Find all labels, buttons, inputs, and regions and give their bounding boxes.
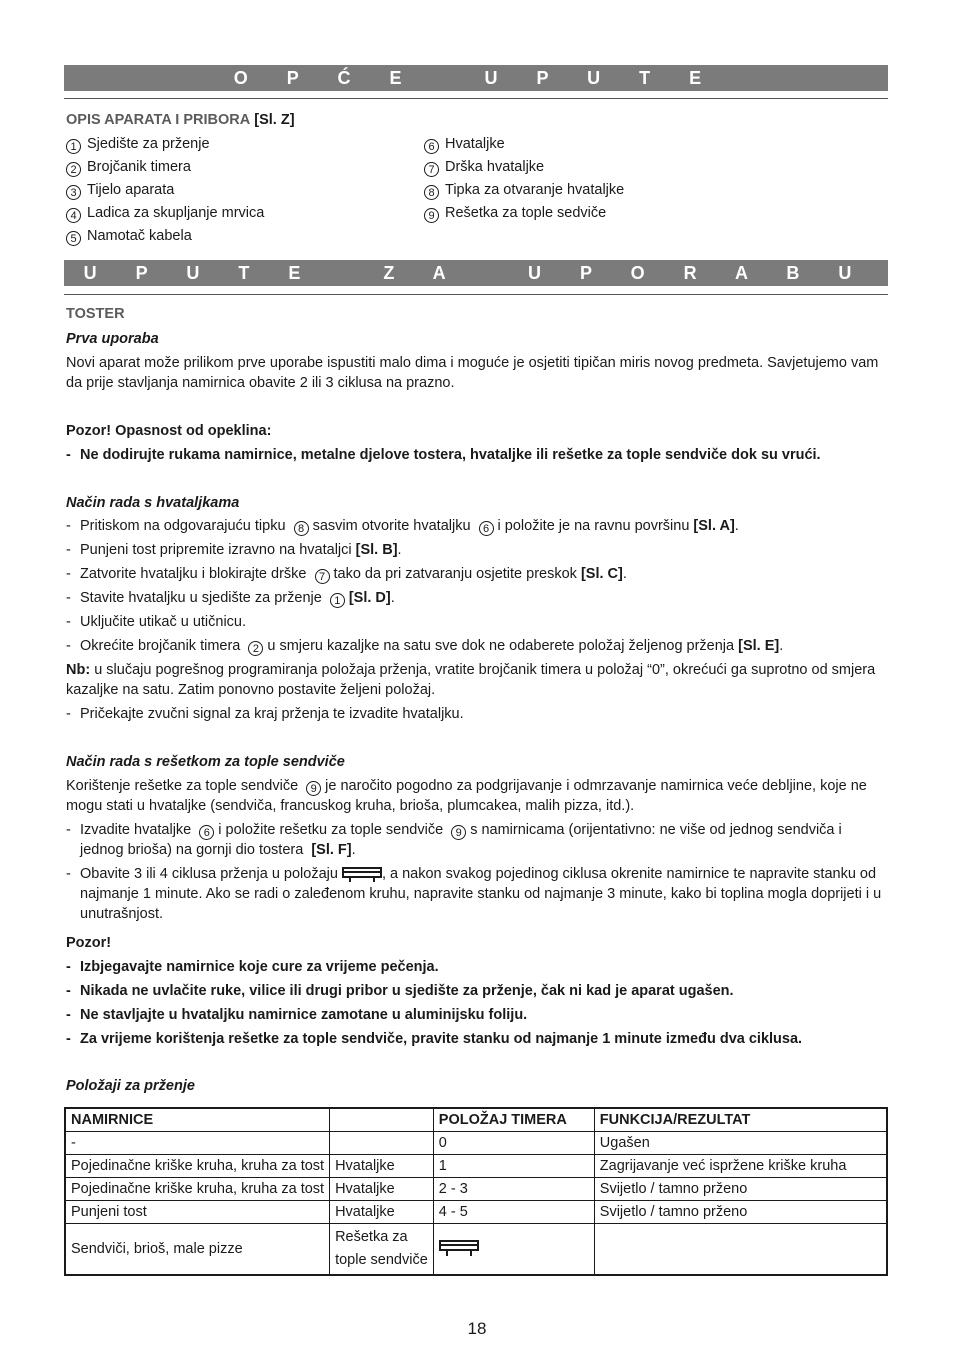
table-cell: 0 [433,1132,594,1155]
table-cell [433,1224,594,1276]
tongs-step-7 [66,704,888,724]
caution-item [66,1029,888,1049]
part-item [66,179,264,202]
page-number: 18 [467,1319,487,1338]
number-circle-icon: 7 [424,162,439,177]
step-text: Pričekajte zvučni signal za kraj prženja te izvadite hvataljku. [80,706,464,722]
positions-title: Položaji za prženje [66,1078,195,1094]
part-label: Brojčanik timera [87,159,191,175]
figure-ref: [Sl. A] [693,518,735,534]
tongs-step-2: - Punjeni tost pripremite izravno na hvataljci [Sl. B]. [66,540,888,560]
step-text: Stavite hvataljku u sjedište za prženje [80,590,322,606]
section-header-usage: U P U T E Z A U P O R A B U [64,260,888,286]
grill-step-1: - Izvadite hvataljke 6 i položite rešetku za tople sendviče 9 s namirnicama (orijentativno: ne više od jednog sendviča i jednog brioša) na gornji dio tostera [Sl. F]. [66,820,888,860]
tongs-note [66,660,888,700]
number-circle-icon: 8 [294,521,309,536]
grill-step-2 [66,864,888,924]
parts-heading-text: OPIS APARATA I PRIBORA [66,112,251,128]
step-text: s namirnicama (orijentativno: ne više od jednog sendviča i jednog brioša) na gornji dio tostera [80,822,842,858]
caution-text: Nikada ne uvlačite ruke, vilice ili drugi pribor u sjedište za prženje, čak ni kad je aparat ugašen. [80,983,734,999]
table-cell: Sendviči, brioš, male pizze [65,1224,330,1276]
number-circle-icon: 6 [424,139,439,154]
table-cell: Svijetlo / tamno prženo [594,1201,887,1224]
accessory-text: tople sendviče [335,1252,428,1268]
table-cell: Hvataljke [330,1178,434,1201]
tongs-step-1: - Pritiskom na odgovarajuću tipku 8 sasvim otvorite hvataljku 6 i položite je na ravnu površinu [Sl. A]. [66,516,888,536]
step-text: tako da pri zatvaranju osjetite preskok [333,566,577,582]
figure-ref: [Sl. D] [348,590,391,606]
figure-ref: [Sl. C] [580,566,623,582]
number-circle-icon: 1 [330,593,345,608]
column-header: FUNKCIJA/REZULTAT [594,1108,887,1132]
table-row [65,1224,887,1276]
table-cell: Hvataljke [330,1155,434,1178]
table-cell: Ugašen [594,1132,887,1155]
part-item [424,202,624,225]
table-cell: Pojedinačne kriške kruha, kruha za tost [65,1178,330,1201]
accessory-text: Rešetka za [335,1229,408,1245]
table-cell: Punjeni tost [65,1201,330,1224]
table-row [65,1178,887,1201]
caution-item [66,981,888,1001]
part-item [424,156,624,179]
toaster-heading: TOSTER [66,306,125,322]
burn-warning-body: Ne dodirujte rukama namirnice, metalne djelove tostera, hvataljke ili rešetke za tople sendviče dok su vrući. [80,447,821,463]
first-use-title: Prva uporaba [66,331,159,347]
note-label: Nb: [66,662,91,678]
part-item [66,133,264,156]
number-circle-icon: 6 [479,521,494,536]
tongs-step-5 [66,612,888,632]
sandwich-rack-icon [439,1237,479,1257]
number-circle-icon: 7 [315,569,330,584]
part-item [66,225,264,248]
number-circle-icon: 6 [199,825,214,840]
step-text: u smjeru kazaljke na satu sve dok ne odaberete položaj željenog prženja [267,638,735,654]
part-label: Sjedište za prženje [87,136,210,152]
step-text: , a nakon svakog pojedinog ciklusa okrenite namirnice te napravite stanku od najmanje 1 minute. Ako se radi o zaleđenom kruhu, napravite stanku od najmanje 3 minute, kako bi toplina mogla doprijeti i u unutrašnjost. [80,866,882,922]
step-text: Izvadite hvataljke [80,822,192,838]
step-text: sasvim otvorite hvataljku [312,518,471,534]
section-header-general: O P Ć E U P U T E [64,65,888,91]
number-circle-icon: 5 [66,231,81,246]
parts-heading [66,110,295,130]
step-text: i položite rešetku za tople sendviče [218,822,444,838]
part-item [66,156,264,179]
toasting-positions-table [64,1107,888,1276]
step-text: Okrećite brojčanik timera [80,638,241,654]
number-circle-icon: 9 [451,825,466,840]
figure-ref: [Sl. B] [355,542,398,558]
part-label: Ladica za skupljanje mrvica [87,205,265,221]
part-label: Namotač kabela [87,228,192,244]
parts-list-left [66,133,264,248]
caution-title: Pozor! [66,935,112,951]
caution-item [66,957,888,977]
column-header: POLOŽAJ TIMERA [433,1108,594,1132]
tongs-step-3: - Zatvorite hvataljku i blokirajte drške 7 tako da pri zatvaranju osjetite preskok [Sl. C]. [66,564,888,584]
part-label: Rešetka za tople sedviče [445,205,607,221]
table-cell: 2 - 3 [433,1178,594,1201]
step-text: Uključite utikač u utičnicu. [80,614,247,630]
burn-warning-title: Pozor! Opasnost od opeklina: [66,423,272,439]
part-label: Tipka za otvaranje hvataljke [445,182,625,198]
figure-ref: [Sl. F] [311,842,352,858]
caution-text: Ne stavljajte u hvataljku namirnice zamotane u aluminijsku foliju. [80,1007,528,1023]
number-circle-icon: 9 [306,781,321,796]
parts-heading-ref: [Sl. Z] [254,112,295,128]
number-circle-icon: 9 [424,208,439,223]
table-row [65,1201,887,1224]
table-cell: - [65,1132,330,1155]
step-text: Obavite 3 ili 4 ciklusa prženja u položaju [80,866,338,882]
part-item [424,133,624,156]
table-cell: 4 - 5 [433,1201,594,1224]
sandwich-rack-icon [342,865,382,883]
part-label: Hvataljke [445,136,505,152]
number-circle-icon: 1 [66,139,81,154]
caution-item [66,1005,888,1025]
grill-title: Način rada s rešetkom za tople sendviče [66,754,345,770]
table-row [65,1132,887,1155]
part-label: Drška hvataljke [445,159,545,175]
parts-list-right [424,133,624,225]
number-circle-icon: 4 [66,208,81,223]
part-label: Tijelo aparata [87,182,175,198]
tongs-step-6: - Okrećite brojčanik timera 2 u smjeru kazaljke na satu sve dok ne odaberete položaj željenog prženja [Sl. E]. [66,636,888,656]
table-cell [594,1224,887,1276]
burn-warning-text [66,445,888,465]
grill-intro-text: je naročito pogodno za podgrijavanje i odmrzavanje namirnica veće debljine, koje ne mogu stati u hvataljke (sendviča, francuskog kruha, brioša, plumcakea, malih pizza, itd.). [66,778,867,814]
step-text: i položite je na ravnu površinu [497,518,690,534]
number-circle-icon: 3 [66,185,81,200]
step-text: Pritiskom na odgovarajuću tipku [80,518,286,534]
table-cell [330,1224,434,1276]
number-circle-icon: 2 [248,641,263,656]
section-divider [64,294,888,295]
part-item [66,202,264,225]
figure-ref: [Sl. E] [738,638,780,654]
caution-text: Izbjegavajte namirnice koje cure za vrijeme pečenja. [80,959,439,975]
caution-text: Za vrijeme korištenja rešetke za tople sendviče, pravite stanku od najmanje 1 minute između dva ciklusa. [80,1031,803,1047]
part-item [424,179,624,202]
table-cell: 1 [433,1155,594,1178]
section-divider [64,98,888,99]
table-cell: Pojedinačne kriške kruha, kruha za tost [65,1155,330,1178]
table-cell: Zagrijavanje već ispržene kriške kruha [594,1155,887,1178]
table-cell: Hvataljke [330,1201,434,1224]
number-circle-icon: 2 [66,162,81,177]
number-circle-icon: 8 [424,185,439,200]
column-header: NAMIRNICE [65,1108,330,1132]
table-cell [330,1132,434,1155]
grill-intro [66,776,888,816]
table-row [65,1155,887,1178]
tongs-step-4: - Stavite hvataljku u sjedište za prženje 1 [Sl. D]. [66,588,888,608]
tongs-title: Način rada s hvataljkama [66,495,240,511]
table-cell: Svijetlo / tamno prženo [594,1178,887,1201]
column-header [330,1108,434,1132]
note-text: u slučaju pogrešnog programiranja položaja prženja, vratite brojčanik timera u položaj “0”, okrećući ga suprotno od smjera kazaljke na satu. Zatim ponovno postavite željeni položaj. [66,662,876,698]
grill-intro-text: Korištenje rešetke za tople sendviče [66,778,299,794]
table-header-row [65,1108,887,1132]
step-text: Punjeni tost pripremite izravno na hvataljci [80,542,352,558]
first-use-text: Novi aparat može prilikom prve uporabe ispustiti malo dima i moguće je osjetiti tipičan miris novog predmeta. Savjetujemo vam da prije stavljanja namirnica obavite 2 ili 3 ciklusa na prazno. [66,355,879,391]
step-text: Zatvorite hvataljku i blokirajte drške [80,566,307,582]
